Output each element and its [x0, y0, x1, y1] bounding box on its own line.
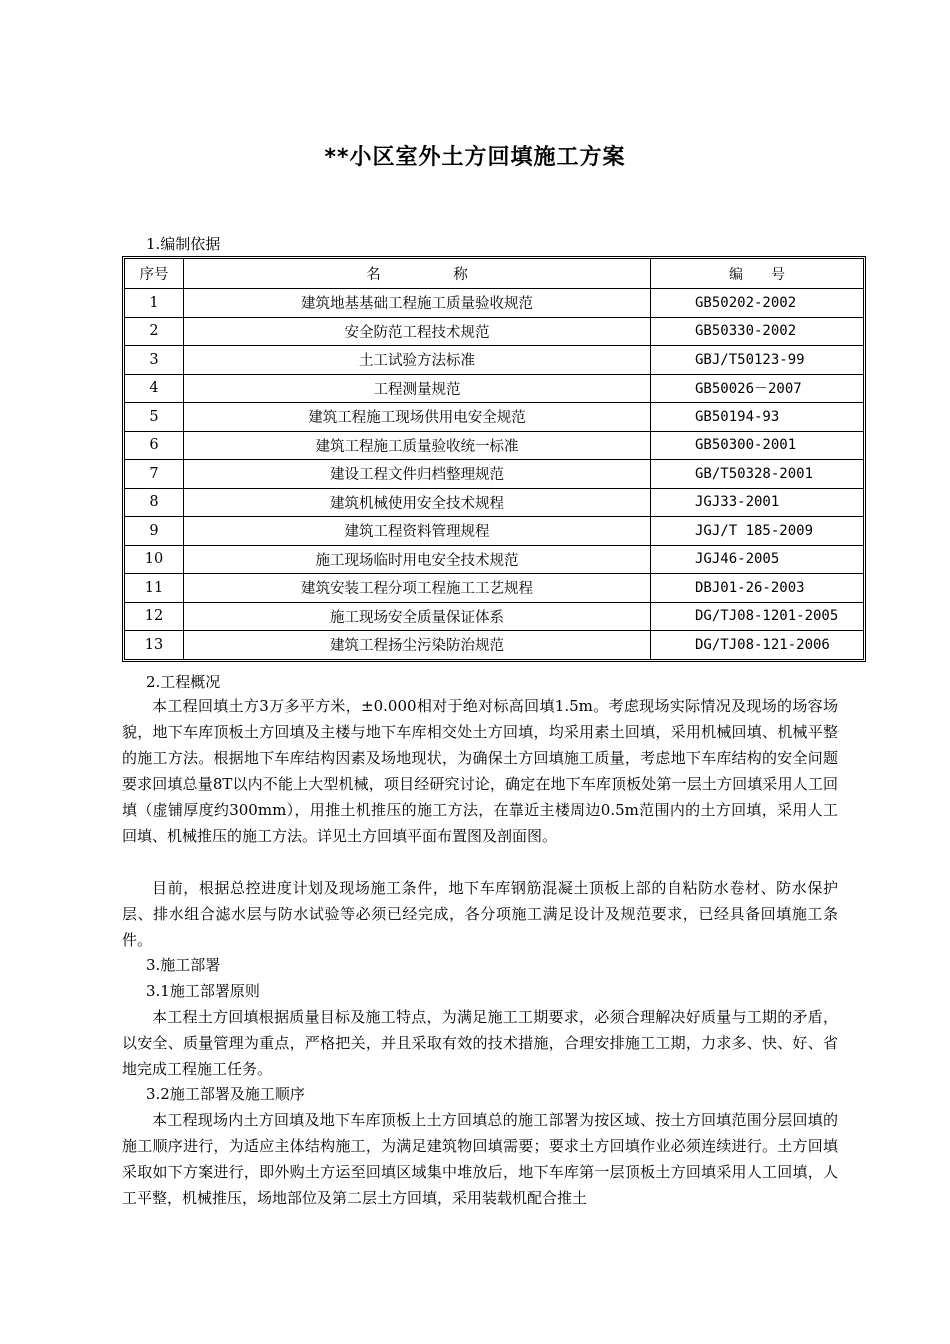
section-heading-3: 3.施工部署 [146, 956, 221, 974]
row-num: 1 [125, 289, 184, 318]
row-num: 13 [125, 631, 184, 659]
row-code: DG/TJ08-1201-2005 [651, 602, 864, 631]
row-num: 4 [125, 374, 184, 403]
row-code: GB50330-2002 [651, 317, 864, 346]
paragraph-principle: 本工程土方回填根据质量目标及施工特点，为满足施工工期要求，必须合理解决好质量与工期的矛盾，以安全、质量管理为重点，严格把关，并且采取有效的技术措施，合理安排施工工期，力求多、快、好、省地完成工程施工任务。 [122, 1008, 838, 1078]
table-row [125, 545, 863, 574]
row-num: 12 [125, 602, 184, 631]
section-heading-2: 2.工程概况 [146, 673, 221, 691]
row-code: GBJ/T50123-99 [651, 346, 864, 375]
row-name: 建筑工程施工现场供用电安全规范 [184, 403, 651, 432]
row-name: 建筑工程扬尘污染防治规范 [184, 631, 651, 659]
row-name: 施工现场临时用电安全技术规范 [184, 545, 651, 574]
section-heading-1: 1.编制依据 [146, 235, 221, 253]
table-row [125, 374, 863, 403]
row-num: 11 [125, 574, 184, 603]
row-num: 9 [125, 517, 184, 546]
row-num: 6 [125, 431, 184, 460]
table-row [125, 602, 863, 631]
table-row [125, 289, 863, 318]
header-name: 名 称 [184, 259, 651, 289]
section-heading-3-1: 3.1施工部署原则 [146, 982, 260, 1000]
table-row [125, 460, 863, 489]
row-num: 10 [125, 545, 184, 574]
section-heading-3-2: 3.2施工部署及施工顺序 [146, 1085, 305, 1103]
table-row [125, 431, 863, 460]
row-name: 建筑机械使用安全技术规程 [184, 488, 651, 517]
row-code: JGJ46-2005 [651, 545, 864, 574]
row-name: 建筑地基基础工程施工质量验收规范 [184, 289, 651, 318]
table-row [125, 517, 863, 546]
table-header-row [125, 259, 863, 289]
row-name: 土工试验方法标准 [184, 346, 651, 375]
row-code: GB50026－2007 [651, 374, 864, 403]
row-name: 建设工程文件归档整理规范 [184, 460, 651, 489]
row-num: 3 [125, 346, 184, 375]
standards-table [122, 256, 866, 662]
row-num: 2 [125, 317, 184, 346]
row-code: GB50194-93 [651, 403, 864, 432]
paragraph-overview-2: 目前，根据总控进度计划及现场施工条件，地下车库钢筋混凝土顶板上部的自粘防水卷材、防水保护层、排水组合滤水层与防水试验等必须已经完成，各分项施工满足设计及规范要求，已经具备回填施工条件。 [122, 879, 838, 949]
row-code: GB50300-2001 [651, 431, 864, 460]
row-name: 安全防范工程技术规范 [184, 317, 651, 346]
row-code: JGJ/T 185-2009 [651, 517, 864, 546]
paragraph-sequence: 本工程现场内土方回填及地下车库顶板上土方回填总的施工部署为按区域、按土方回填范围分层回填的施工顺序进行，为适应主体结构施工，为满足建筑物回填需要；要求土方回填作业必须连续进行。土方回填采取如下方案进行，即外购土方运至回填区域集中堆放后，地下车库第一层顶板土方回填采用人工回填，人工平整，机械推压，场地部位及第二层土方回填，采用装载机配合推土 [122, 1111, 838, 1207]
row-name: 建筑安装工程分项工程施工工艺规程 [184, 574, 651, 603]
table-row [125, 631, 863, 659]
header-num: 序号 [125, 259, 184, 289]
row-code: DG/TJ08-121-2006 [651, 631, 864, 659]
paragraph-overview-1: 本工程回填土方3万多平方米，±0.000相对于绝对标高回填1.5m。考虑现场实际情况及现场的场容场貌，地下车库顶板土方回填及主楼与地下车库相交处土方回填，均采用素土回填，采用机械回填、机械平整的施工方法。根据地下车库结构因素及场地现状，为确保土方回填施工质量，考虑地下车库结构的安全问题要求回填总量8T以内不能上大型机械，项目经研究讨论，确定在地下车库顶板处第一层土方回填采用人工回填（虚铺厚度约300mm），用推土机推压的施工方法，在靠近主楼周边0.5m范围内的土方回填，采用人工回填、机械推压的施工方法。详见土方回填平面布置图及剖面图。 [122, 697, 838, 845]
row-code: JGJ33-2001 [651, 488, 864, 517]
row-name: 工程测量规范 [184, 374, 651, 403]
row-num: 7 [125, 460, 184, 489]
row-name: 建筑工程施工质量验收统一标准 [184, 431, 651, 460]
document-title: **小区室外土方回填施工方案 [324, 145, 626, 170]
row-code: GB50202-2002 [651, 289, 864, 318]
row-code: GB/T50328-2001 [651, 460, 864, 489]
row-name: 建筑工程资料管理规程 [184, 517, 651, 546]
table-row [125, 574, 863, 603]
row-num: 5 [125, 403, 184, 432]
header-code: 编 号 [651, 259, 864, 289]
table-row [125, 488, 863, 517]
table-row [125, 317, 863, 346]
row-code: DBJ01-26-2003 [651, 574, 864, 603]
table-row [125, 403, 863, 432]
row-name: 施工现场安全质量保证体系 [184, 602, 651, 631]
row-num: 8 [125, 488, 184, 517]
table-row [125, 346, 863, 375]
